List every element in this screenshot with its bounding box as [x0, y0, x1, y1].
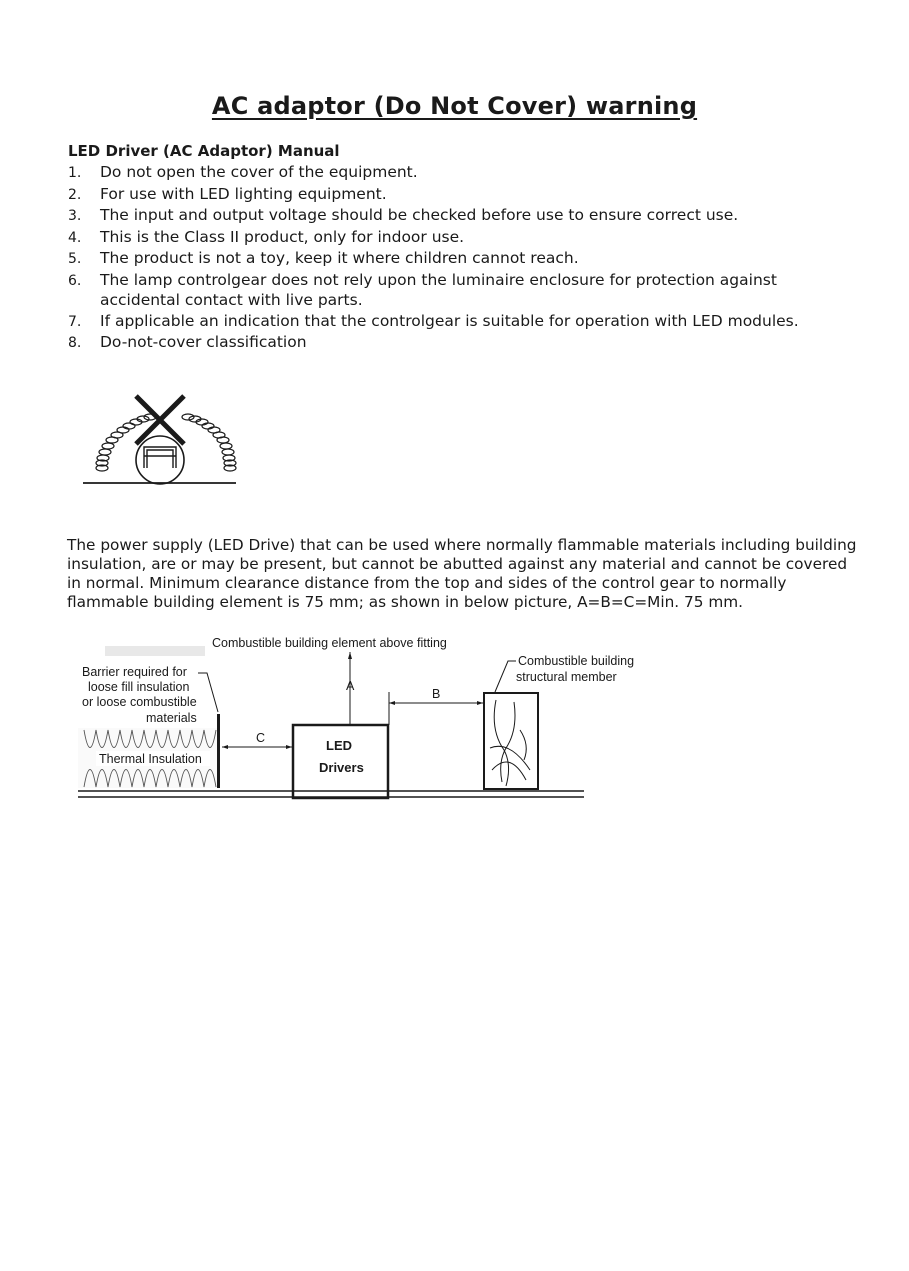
- page-title: AC adaptor (Do Not Cover) warning: [211, 92, 698, 120]
- member-label-line1: Combustible building: [518, 654, 635, 668]
- top-label: Combustible building element above fitting: [212, 636, 447, 650]
- item-text: If applicable an indication that the controlgear is suitable for operation with LED modules.: [100, 311, 799, 330]
- list-item: [68, 205, 858, 227]
- barrier-label-line4: materials: [146, 711, 197, 725]
- list-item: [68, 227, 858, 249]
- dim-c-label: C: [256, 731, 266, 745]
- item-text: The lamp controlgear does not rely upon the luminaire enclosure for protection against accidental contact with live parts.: [100, 270, 777, 309]
- member-label-line2: structural member: [516, 670, 617, 684]
- item-text: The product is not a toy, keep it where children cannot reach.: [100, 249, 579, 267]
- list-item: [68, 311, 858, 333]
- item-text: Do not open the cover of the equipment.: [100, 163, 418, 181]
- item-number: 6.: [68, 272, 82, 289]
- clearance-paragraph: The power supply (LED Drive) that can be used where normally flammable materials including building insulation, are or may be present, but cannot be abutted against any material and cannot be covered in normal. Minimum clearance distance from the top and sides of the control gear to normally flammable building element is 75 mm; as shown in below picture, A=B=C=Min. 75 mm.: [67, 536, 857, 611]
- do-not-cover-symbol-icon: [80, 390, 240, 490]
- manual-subtitle: LED Driver (AC Adaptor) Manual: [68, 142, 340, 160]
- barrier: [217, 714, 220, 788]
- item-number: 5.: [68, 251, 82, 267]
- barrier-label-line2: loose fill insulation: [88, 680, 190, 694]
- led-label-line1: LED: [326, 738, 352, 753]
- list-item: [68, 162, 858, 184]
- item-number: 1.: [68, 165, 82, 181]
- barrier-label-line3: or loose combustible: [82, 695, 197, 709]
- item-number: 2.: [68, 186, 82, 203]
- item-text: Do-not-cover classification: [100, 333, 307, 351]
- barrier-leader: [198, 673, 218, 712]
- dim-a-arrow: [348, 652, 352, 659]
- item-number: 3.: [68, 208, 82, 224]
- dim-a-label: A: [346, 679, 355, 693]
- led-label-line2: Drivers: [319, 760, 364, 775]
- list-item: [68, 184, 858, 206]
- item-number: 8.: [68, 335, 82, 351]
- instruction-list: [68, 162, 858, 354]
- item-text: The input and output voltage should be checked before use to ensure correct use.: [100, 206, 739, 224]
- item-text: For use with LED lighting equipment.: [100, 184, 387, 203]
- member-leader: [495, 661, 516, 692]
- item-number: 4.: [68, 229, 82, 246]
- clearance-diagram: [60, 630, 635, 820]
- structural-member: [484, 693, 538, 789]
- item-number: 7.: [68, 313, 82, 330]
- list-item: [68, 248, 858, 270]
- list-item: [68, 332, 858, 354]
- luminaire-circle: [136, 436, 184, 484]
- list-item: [68, 270, 858, 311]
- dim-b-label: B: [432, 687, 441, 701]
- insulation-label: Thermal Insulation: [99, 752, 202, 766]
- barrier-label-line1: Barrier required for: [82, 665, 187, 679]
- faded-shadow: [105, 646, 205, 656]
- item-text: This is the Class II product, only for indoor use.: [100, 227, 465, 246]
